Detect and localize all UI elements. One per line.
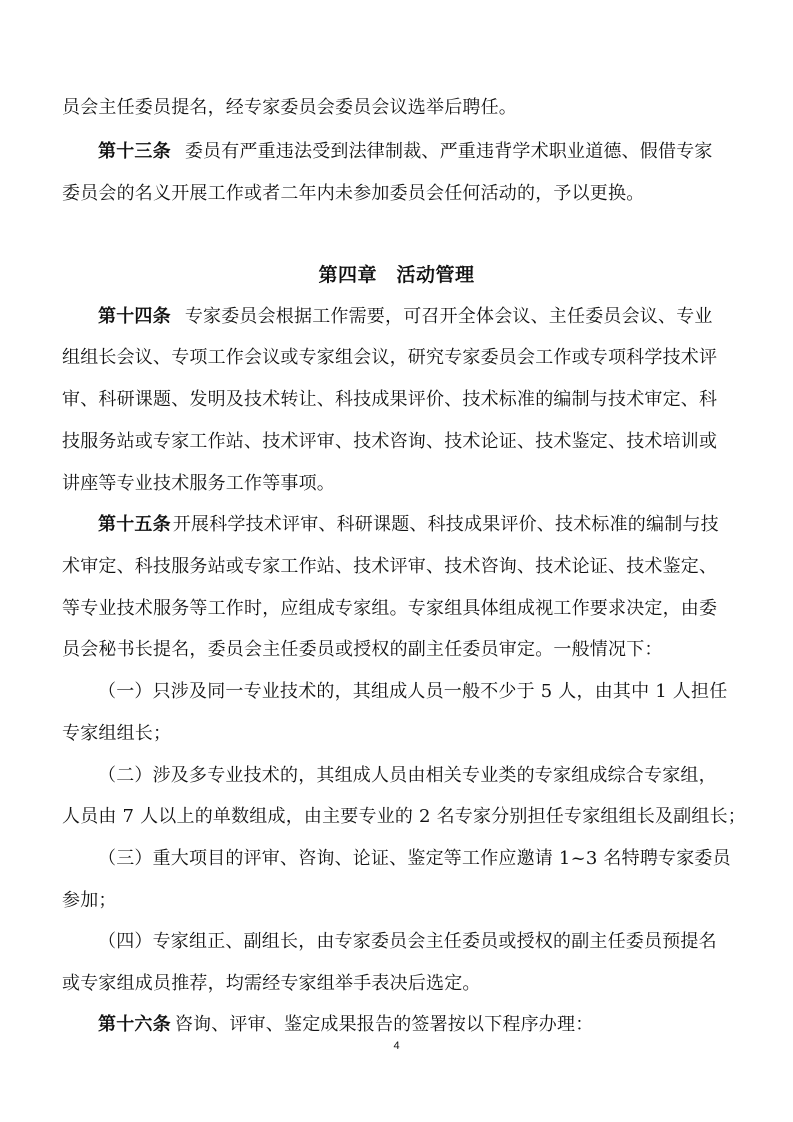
article-13-line xyxy=(98,140,742,164)
article-label: 第十五条 xyxy=(98,514,171,535)
page-number: 4 xyxy=(393,1040,400,1052)
article-15-line xyxy=(98,513,742,537)
article-text: 专家委员会根据工作需要，可召开全体会议、主任委员会议、专业 xyxy=(184,306,713,327)
text-line: 术审定、科技服务站或专家工作站、技术评审、技术咨询、技术论证、技术鉴定、 xyxy=(62,556,718,577)
text-line: 或专家组成员推荐，均需经专家组举手表决后选定。 xyxy=(62,973,481,994)
article-label: 第十三条 xyxy=(98,141,171,162)
text-line: 讲座等专业技术服务工作等事项。 xyxy=(62,473,335,494)
list-item-line: （一）只涉及同一专业技术的，其组成人员一般不少于 5 人，由其中 1 人担任 xyxy=(98,681,728,702)
text-line: 委员会的名义开展工作或者二年内未参加委员会任何活动的，予以更换。 xyxy=(62,183,645,204)
text-line: 人员由 7 人以上的单数组成，由主要专业的 2 名专家分别担任专家组组长及副组长； xyxy=(62,806,746,827)
text-line: 技服务站或专家工作站、技术评审、技术咨询、技术论证、技术鉴定、技术培训或 xyxy=(62,431,718,452)
list-item-line: （二）涉及多专业技术的，其组成人员由相关专业类的专家组成综合专家组， xyxy=(98,765,717,786)
article-text: 开展科学技术评审、科研课题、科技成果评价、技术标准的编制与技 xyxy=(172,514,719,535)
list-item-line: （四）专家组正、副组长，由专家委员会主任委员或授权的副主任委员预提名 xyxy=(98,931,717,952)
article-text: 咨询、评审、鉴定成果报告的签署按以下程序办理： xyxy=(174,1014,594,1035)
text-line: 审、科研课题、发明及技术转让、科技成果评价、技术标准的编制与技术审定、科 xyxy=(62,389,718,410)
text-line: 参加； xyxy=(62,890,117,911)
text-line: 专家组组长； xyxy=(62,723,172,744)
article-16-line xyxy=(98,1013,742,1037)
text-line: 员会主任委员提名，经专家委员会委员会议选举后聘任。 xyxy=(62,97,517,118)
chapter-heading: 第四章 活动管理 xyxy=(318,264,475,286)
article-label: 第十六条 xyxy=(98,1014,171,1035)
article-label: 第十四条 xyxy=(98,306,171,327)
text-line: 等专业技术服务等工作时，应组成专家组。专家组具体组成视工作要求决定，由委 xyxy=(62,598,718,619)
text-line: 组组长会议、专项工作会议或专家组会议，研究专家委员会工作或专项科学技术评 xyxy=(62,347,718,368)
article-text: 委员有严重违法受到法律制裁、严重违背学术职业道德、假借专家 xyxy=(184,141,713,162)
text-line: 员会秘书长提名，委员会主任委员或授权的副主任委员审定。一般情况下： xyxy=(62,639,663,660)
article-14-line xyxy=(98,305,742,329)
list-item-line: （三）重大项目的评审、咨询、论证、鉴定等工作应邀请 1~3 名特聘专家委员 xyxy=(98,848,731,869)
